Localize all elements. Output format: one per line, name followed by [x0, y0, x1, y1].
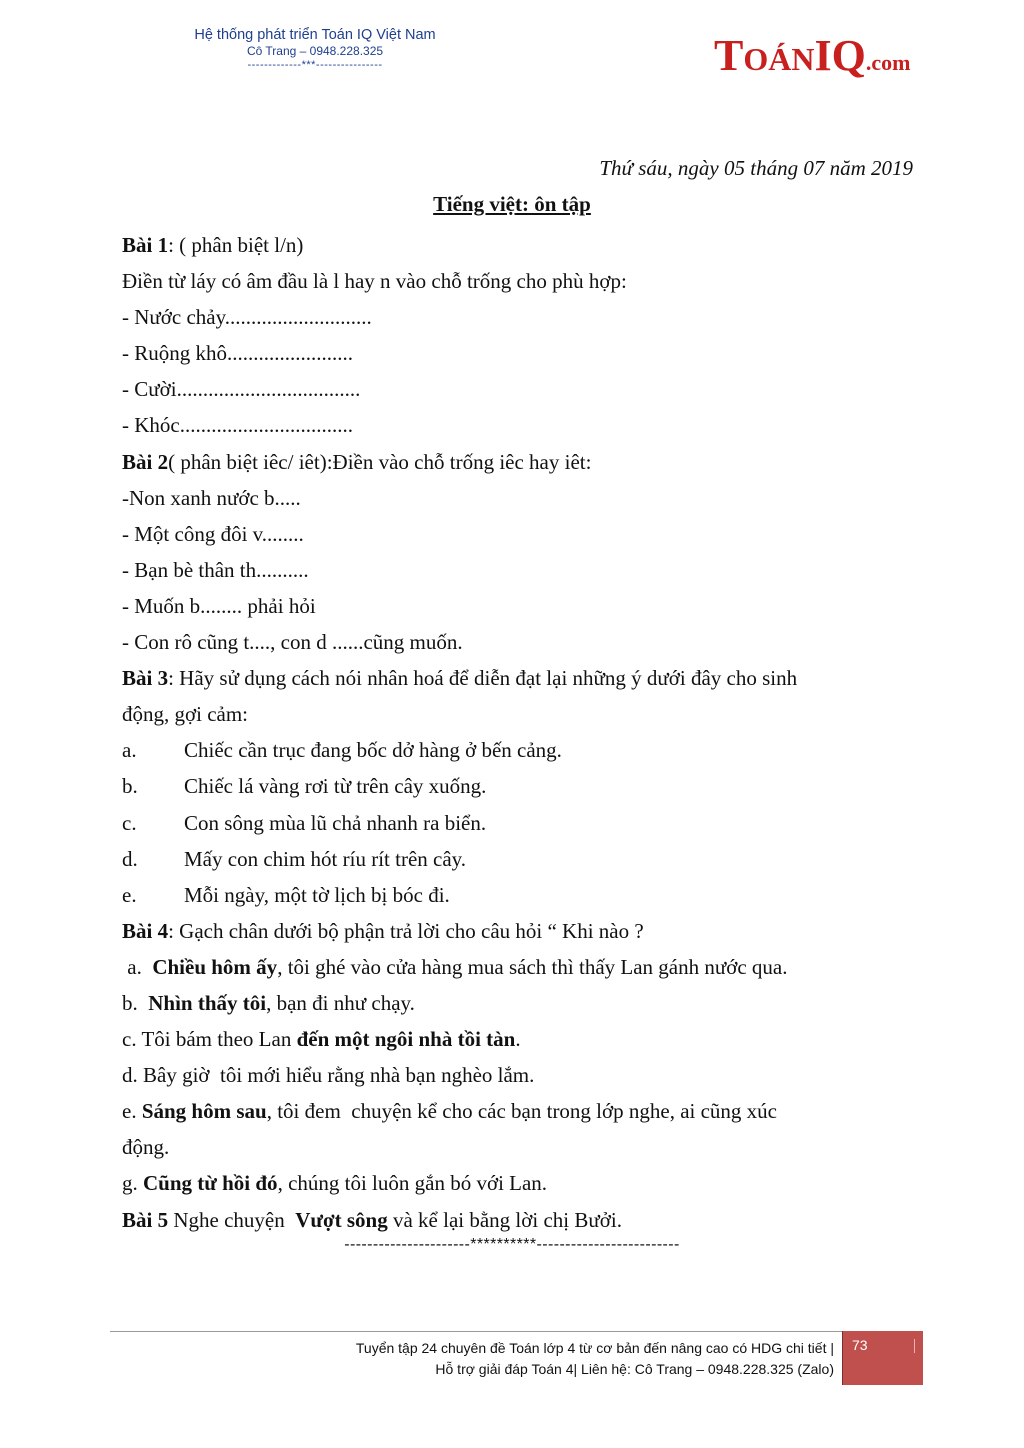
bai4-item-e-cont: động. [122, 1135, 170, 1160]
footer-text [356, 1338, 834, 1380]
bai1-item: - Cười................................... [122, 377, 361, 402]
header-block [150, 26, 480, 72]
page-number: 73 [852, 1337, 868, 1353]
bai3-item: b. Chiếc lá vàng rơi từ trên cây xuống. [122, 774, 487, 799]
page-title: Tiếng việt: ôn tập [433, 192, 591, 216]
header-rule: -------------***---------------- [247, 59, 383, 71]
bai3-item: a. Chiếc cần trục đang bốc dở hàng ở bến cảng. [122, 738, 562, 763]
lesson-date: Thứ sáu, ngày 05 tháng 07 năm 2019 [599, 156, 913, 180]
page-number-box [842, 1331, 923, 1385]
end-separator: ----------------------**********------------------------- [344, 1236, 680, 1253]
bai2-item: - Muốn b........ phải hỏi [122, 593, 316, 618]
bai4-item-c: c. Tôi bám theo Lan đến một ngôi nhà tồi tàn. [122, 1027, 521, 1052]
bai2-heading: Bài 2( phân biệt iêc/ iêt):Điền vào chỗ trống iêc hay iêt: [122, 449, 592, 474]
bai3-heading-cont: động, gợi cảm: [122, 702, 248, 727]
bai3-heading: Bài 3: Hãy sử dụng cách nói nhân hoá để diễn đạt lại những ý dưới đây cho sinh [122, 666, 798, 691]
bai1-instruction: Điền từ láy có âm đầu là l hay n vào chỗ trống cho phù hợp: [122, 269, 627, 294]
bai3-item: e. Mỗi ngày, một tờ lịch bị bóc đi. [122, 882, 450, 907]
bai4-heading: Bài 4: Gạch chân dưới bộ phận trả lời cho câu hỏi “ Khi nào ? [122, 918, 644, 943]
bai4-item-b: b. Nhìn thấy tôi, bạn đi như chạy. [122, 990, 415, 1015]
header-contact: Cô Trang – 0948.228.325 [246, 44, 384, 58]
bai1-heading: Bài 1: ( phân biệt l/n) [122, 233, 304, 257]
footer-line2: Hỗ trợ giải đáp Toán 4| Liên hệ: Cô Trang – 0948.228.325 (Zalo) [435, 1361, 834, 1377]
bai2-item: - Con rô cũng t...., con d ......cũng muốn. [122, 630, 463, 655]
bai2-item: -Non xanh nước b..... [122, 485, 301, 510]
bai3-item: d. Mấy con chim hót ríu rít trên cây. [122, 846, 467, 871]
bai4-item-d: d. Bây giờ tôi mới hiểu rằng nhà bạn nghèo lắm. [122, 1063, 535, 1088]
bai1-item: - Nước chảy............................ [122, 305, 372, 330]
bai3-item: c. Con sông mùa lũ chả nhanh ra biển. [122, 810, 487, 835]
bai2-item: - Bạn bè thân th.......... [122, 557, 309, 582]
bai4-item-a: a. Chiều hôm ấy, tôi ghé vào cửa hàng mua sách thì thấy Lan gánh nước qua. [122, 954, 788, 979]
footer-rule [110, 1331, 922, 1332]
bai4-item-e: e. Sáng hôm sau, tôi đem chuyện kể cho các bạn trong lớp nghe, ai cũng xúc [122, 1099, 777, 1124]
worksheet-body [122, 227, 912, 1238]
bai2-item: - Một công đôi v........ [122, 521, 304, 546]
bai1-item: - Khóc................................. [122, 413, 353, 438]
bai5-heading: Bài 5 Nghe chuyện Vượt sông và kể lại bằng lời chị Bưởi. [122, 1207, 622, 1232]
footer-line1: Tuyển tập 24 chuyên đề Toán lớp 4 từ cơ bản đến nâng cao có HDG chi tiết | [355, 1340, 834, 1356]
bai4-item-g: g. Cũng từ hồi đó, chúng tôi luôn gắn bó với Lan. [122, 1171, 548, 1196]
toaniq-logo: TOÁNIQ.com [714, 31, 911, 80]
bai1-item: - Ruộng khô........................ [122, 341, 353, 366]
header-org: Hệ thống phát triển Toán IQ Việt Nam [194, 27, 436, 43]
